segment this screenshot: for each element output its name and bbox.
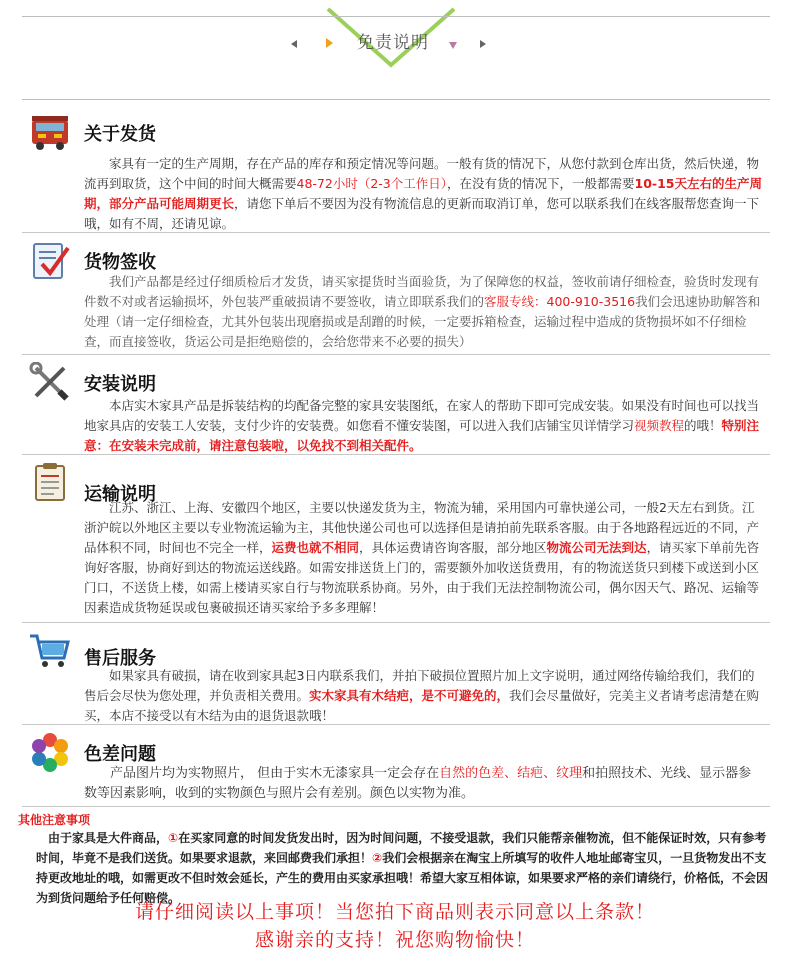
section-transport bbox=[22, 456, 770, 623]
shopping-cart-icon bbox=[28, 630, 72, 670]
text-run: 我们会根据亲在淘宝上所填写的收件人地址邮寄宝贝，一旦货物发出不支持更改地址的哦，如需更改不但时效会延长，产生的费用由买家承担哦！希望大家互相体谅，如果要求严格的亲们请绕行，价格低，不会因为到货问题给予任何赔偿。 bbox=[36, 851, 769, 905]
highlight-text: 自然的色差、结疤、纹理 bbox=[439, 766, 583, 781]
footer-notice bbox=[0, 898, 790, 954]
highlight-text: 特别注意：在安装未完成前，请注意包装啦，以免找不到相关配件。 bbox=[84, 418, 760, 453]
text-run: 我们产品都是经过仔细质检后才发货，请买家提货时当面验货，为了保障您的权益，签收前请仔细检查，验货时发现有件数不对或者运输损坏，外包装严重破损请不要签收，请立即联系我们的 bbox=[84, 274, 760, 309]
other-notes-text bbox=[36, 828, 776, 908]
section-shipping bbox=[22, 106, 770, 233]
section-text bbox=[84, 764, 764, 804]
section-color-difference bbox=[22, 726, 770, 807]
highlight-text: 48-72小时（2-3个工作日） bbox=[296, 176, 448, 191]
text-run: 的哦！ bbox=[684, 418, 722, 433]
section-installation bbox=[22, 356, 770, 455]
section-text bbox=[84, 272, 764, 352]
section-text bbox=[84, 154, 764, 234]
text-run: 产品图片均为实物照片， 但由于实木无漆家具一定会存在 bbox=[110, 766, 440, 781]
sign-receipt-icon bbox=[28, 240, 72, 280]
clipboard-icon bbox=[28, 462, 72, 502]
section-title: 运输说明 bbox=[84, 484, 156, 505]
text-run: ，具体运费请咨询客服，部分地区 bbox=[359, 540, 547, 555]
note-number: ② bbox=[372, 851, 383, 865]
text-run: 本店实木家具产品是拆装结构的均配备完整的家具安装图纸，在家人的帮助下即可完成安装。如果没有时间也可以找当地家具店的安装工人安装，支付少许的安装费。如您看不懂安装图，可以进入我们店铺宝贝详情学习 bbox=[84, 398, 760, 433]
highlight-text: 物流公司无法到达 bbox=[546, 540, 647, 555]
section-text bbox=[84, 498, 764, 618]
section-title: 色差问题 bbox=[84, 744, 156, 765]
header-divider-top bbox=[22, 16, 770, 17]
arrow-down-icon bbox=[449, 42, 457, 49]
text-run: 由于家具是大件商品， bbox=[48, 831, 169, 845]
section-title: 售后服务 bbox=[84, 648, 156, 669]
color-palette-icon bbox=[28, 732, 72, 772]
text-run: ，请买家下单前先咨询好客服，协商好到达的物流运送线路。如需安排送货上门的，需要额外加收送货费用，有的物流送货只到楼下或送到小区门口，不送货上楼，如需上楼请买家自行与物流联系协商。另外，由于我们无法控制物流公司，偶尔因天气、路况、运输等因素造成货物延误或包裹破损还请买家给予多多理解！ bbox=[84, 540, 760, 615]
header-divider-bottom bbox=[22, 99, 770, 100]
page-title: 免责说明 bbox=[357, 33, 429, 53]
section-title: 货物签收 bbox=[84, 252, 156, 273]
arrow-right-icon bbox=[326, 38, 333, 48]
footer-line-2: 感谢亲的支持！祝您购物愉快！ bbox=[254, 929, 535, 951]
truck-icon bbox=[28, 112, 72, 152]
text-run: 我们会迅速协助解答和处理（请一定仔细检查，尤其外包装出现磨损或是刮蹭的时候，一定要拆箱检查，运输过程中造成的货物损坏如不仔细检查，而直接签收，货运公司是拒绝赔偿的，会给您带来不必要的损失） bbox=[84, 294, 761, 349]
text-run: 和拍照技术、光线、显示器参数等因素影响，收到的实物颜色与照片会有差别。颜色以实物为准。 bbox=[84, 766, 752, 801]
text-run: 家具有一定的生产周期，存在产品的库存和预定情况等问题。一般有货的情况下，从您付款到仓库出货，然后快递，物流再到取货，这个中间的时间大概需要 bbox=[84, 156, 760, 191]
highlight-text: 10-15天左右的生产周期，部分产品可能周期更长 bbox=[84, 176, 763, 211]
hotline-text: 客服专线：400-910-3516 bbox=[484, 294, 636, 309]
section-after-sales bbox=[22, 624, 770, 725]
other-notes-title: 其他注意事项 bbox=[18, 813, 91, 827]
section-text bbox=[84, 396, 764, 456]
note-number: ① bbox=[168, 831, 179, 845]
text-run: 我们会尽量做好，完美主义者请考虑清楚在购买，本店不接受以有木结为由的退货退款哦！ bbox=[84, 688, 760, 723]
section-receipt bbox=[22, 234, 770, 355]
text-run: 如果家具有破损，请在收到家具起3日内联系我们，并拍下破损位置照片加上文字说明，通过网络传输给我们，我们的售后会尽快为您处理，并负责相关费用。 bbox=[84, 668, 755, 703]
highlight-text: 实木家具有木结疤，是不可避免的， bbox=[309, 688, 510, 703]
text-run: 在买家同意的时间发货发出时，因为时间问题，不接受退款，我们只能帮亲催物流，但不能保证时效，只有参考时间，毕竟不是我们送货。如果要求退款，来回邮费我们承担！ bbox=[36, 831, 767, 865]
arrow-left-icon bbox=[291, 40, 297, 48]
text-run: 江苏、浙江、上海、安徽四个地区，主要以快递发货为主，物流为辅，采用国内可靠快递公司，一般2天左右到货。江浙沪皖以外地区主要以专业物流运输为主，其他快递公司也可以选择但是请拍前先联系客服。由于各地路程远近的不同，产品体积不同，时间也不完全一样， bbox=[84, 500, 760, 555]
highlight-text: 运费也就不相同 bbox=[271, 540, 360, 555]
disclaimer-header bbox=[0, 0, 790, 100]
section-title: 安装说明 bbox=[84, 374, 156, 395]
highlight-text: 视频教程 bbox=[634, 418, 685, 433]
text-run: ，在没有货的情况下，一般都需要 bbox=[447, 176, 635, 191]
footer-line-1: 请仔细阅读以上事项！当您拍下商品则表示同意以上条款！ bbox=[134, 901, 655, 923]
arrow-right-small-icon bbox=[480, 40, 486, 48]
section-text bbox=[84, 666, 764, 726]
tools-icon bbox=[28, 362, 72, 402]
section-title: 关于发货 bbox=[84, 124, 156, 145]
text-run: ，请您下单后不要因为没有物流信息的更新而取消订单，您可以联系我们在线客服帮您查询一下哦，如有不周，还请见谅。 bbox=[84, 196, 760, 231]
